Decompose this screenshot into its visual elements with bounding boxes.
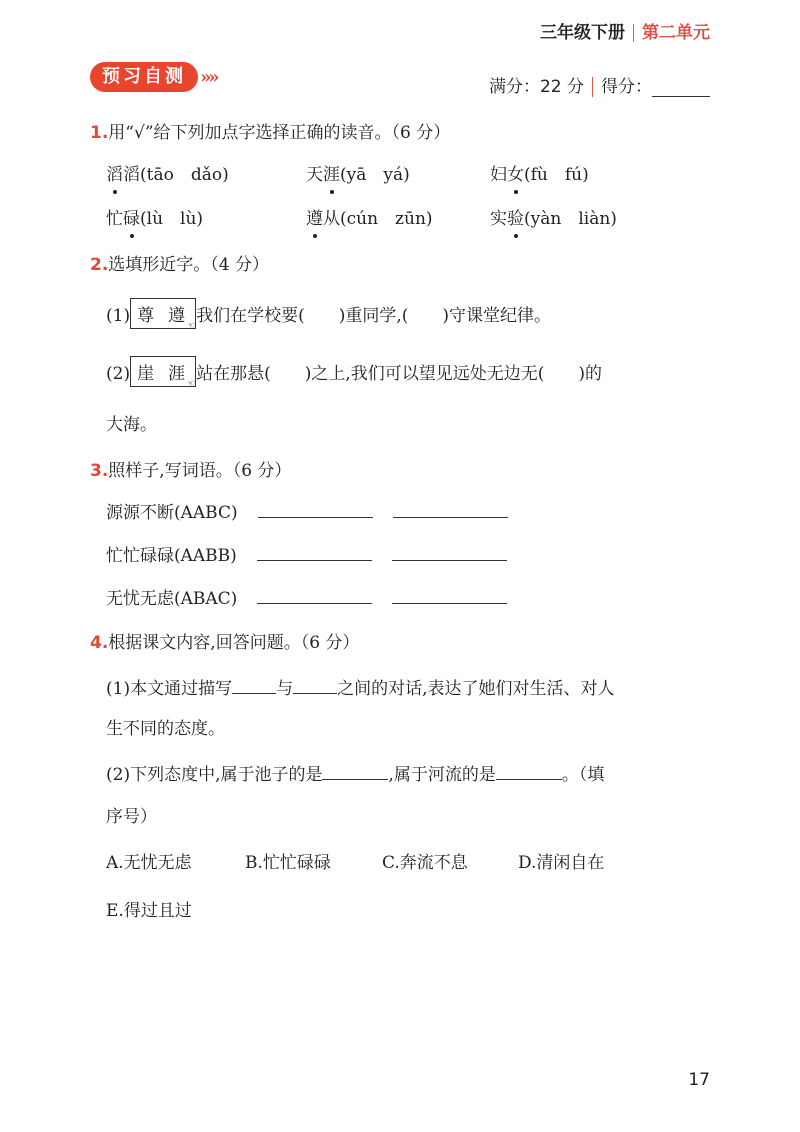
got-score-label: 得分： xyxy=(601,77,652,97)
question-text: 用“√”给下列加点字选择正确的读音。（6 分） xyxy=(108,123,451,143)
question-3 xyxy=(90,456,291,481)
sub-question-4-2-cont: 序号） xyxy=(106,807,157,827)
word-example-row xyxy=(106,541,507,566)
question-number: 4. xyxy=(90,633,109,653)
sentence-part: )重同学,( xyxy=(338,306,409,326)
sub-question-2-2-cont: 大海。 xyxy=(106,415,157,435)
sub-question-2-1 xyxy=(106,298,551,329)
choice-char: 涯 xyxy=(168,364,190,384)
pinyin-item[interactable] xyxy=(490,160,589,185)
pinyin-item[interactable] xyxy=(106,204,203,229)
pinyin-options: (lù lù) xyxy=(140,209,204,229)
pinyin-options: (yàn liàn) xyxy=(524,209,617,229)
option-c: C.奔流不息 xyxy=(382,853,468,873)
sentence-part: )守课堂纪律。 xyxy=(442,306,552,326)
question-text: 选填形近字。（4 分） xyxy=(108,255,270,275)
dotted-char: 遵 xyxy=(306,209,323,229)
char-choice-box xyxy=(130,356,200,389)
score-box xyxy=(489,72,710,97)
sentence-part: )之上,我们可以望见远处无边无( xyxy=(304,364,545,384)
choice-char: 崖 xyxy=(137,364,159,384)
plain-char: 实 xyxy=(490,209,507,229)
unit-label: 第二单元 xyxy=(642,23,710,43)
answer-blank[interactable] xyxy=(392,589,507,604)
pinyin-options: 滔(tāo dǎo) xyxy=(123,165,229,185)
sub-question-4-1-cont: 生不同的态度。 xyxy=(106,719,225,739)
option-b: B.忙忙碌碌 xyxy=(245,853,331,873)
pinyin-item[interactable] xyxy=(306,204,433,229)
word-example: 无忧无虑(ABAC) xyxy=(106,589,238,609)
answer-blank[interactable] xyxy=(257,546,372,561)
answer-blank[interactable] xyxy=(496,765,562,780)
page-header xyxy=(540,18,710,43)
pinyin-options: (fù fú) xyxy=(524,165,589,185)
sub-label: (2) xyxy=(106,364,131,384)
got-score-blank[interactable] xyxy=(652,80,710,97)
answer-blank[interactable] xyxy=(392,546,507,561)
sentence-part: 。（填 xyxy=(561,765,605,785)
option-d: D.清闲自在 xyxy=(518,853,605,873)
sentence-part: 站在那悬( xyxy=(196,364,271,384)
hand-pointer-icon: ☜ xyxy=(187,379,200,389)
score-divider xyxy=(592,77,593,97)
choice-char: 遵 xyxy=(168,306,190,326)
answer-blank[interactable] xyxy=(293,679,337,694)
page-number: 17 xyxy=(688,1070,710,1090)
sub-question-4-1 xyxy=(106,674,615,699)
question-number: 3. xyxy=(90,461,109,481)
sub-question-4-2 xyxy=(106,760,604,785)
pinyin-item[interactable] xyxy=(490,204,617,229)
plain-char: 天 xyxy=(306,165,323,185)
sentence-part: ,属于河流的是 xyxy=(388,765,496,785)
sentence-part: )的 xyxy=(578,364,603,384)
double-arrow-icon: »» xyxy=(200,66,217,88)
pinyin-item[interactable] xyxy=(306,160,410,185)
question-number: 2. xyxy=(90,255,109,275)
sentence-part: 与 xyxy=(276,679,294,699)
question-2 xyxy=(90,250,269,275)
question-1 xyxy=(90,118,450,143)
section-title: 预习自测 xyxy=(90,62,198,92)
sentence-part: 我们在学校要( xyxy=(196,306,305,326)
pinyin-options: 从(cún zūn) xyxy=(323,209,433,229)
grade-label: 三年级下册 xyxy=(540,23,625,43)
question-4 xyxy=(90,628,359,653)
sub-label: (1) xyxy=(106,306,131,326)
answer-blank[interactable] xyxy=(393,503,508,518)
sub-question-2-2 xyxy=(106,356,602,387)
pinyin-options: (yā yá) xyxy=(340,165,410,185)
dotted-char: 验 xyxy=(507,209,524,229)
dotted-char: 女 xyxy=(507,165,524,185)
dotted-char: 碌 xyxy=(123,209,140,229)
word-example: 源源不断(AABC) xyxy=(106,503,238,523)
header-divider xyxy=(633,24,634,42)
word-example-row xyxy=(106,498,508,523)
pinyin-item[interactable] xyxy=(106,160,229,185)
answer-blank[interactable] xyxy=(232,679,276,694)
choice-char: 尊 xyxy=(137,306,159,326)
question-number: 1. xyxy=(90,123,109,143)
option-e: E.得过且过 xyxy=(106,901,192,921)
plain-char: 忙 xyxy=(106,209,123,229)
dotted-char: 涯 xyxy=(323,165,340,185)
answer-blank[interactable] xyxy=(258,503,373,518)
option-a: A.无忧无虑 xyxy=(106,853,192,873)
full-score: 满分：22 分 xyxy=(488,77,584,97)
answer-blank[interactable] xyxy=(322,765,388,780)
plain-char: 妇 xyxy=(490,165,507,185)
sentence-part: (1)本文通过描写 xyxy=(106,679,233,699)
sentence-part: (2)下列态度中,属于池子的是 xyxy=(106,765,323,785)
sentence-part: 之间的对话,表达了她们对生活、对人 xyxy=(337,679,615,699)
word-example: 忙忙碌碌(AABB) xyxy=(106,546,237,566)
word-example-row xyxy=(106,584,507,609)
hand-pointer-icon: ☜ xyxy=(187,321,200,331)
dotted-char: 滔 xyxy=(106,165,123,185)
char-choice-box xyxy=(130,298,200,331)
question-text: 根据课文内容,回答问题。（6 分） xyxy=(108,633,360,653)
question-text: 照样子,写词语。（6 分） xyxy=(108,461,292,481)
answer-blank[interactable] xyxy=(257,589,372,604)
section-badge xyxy=(90,62,217,92)
